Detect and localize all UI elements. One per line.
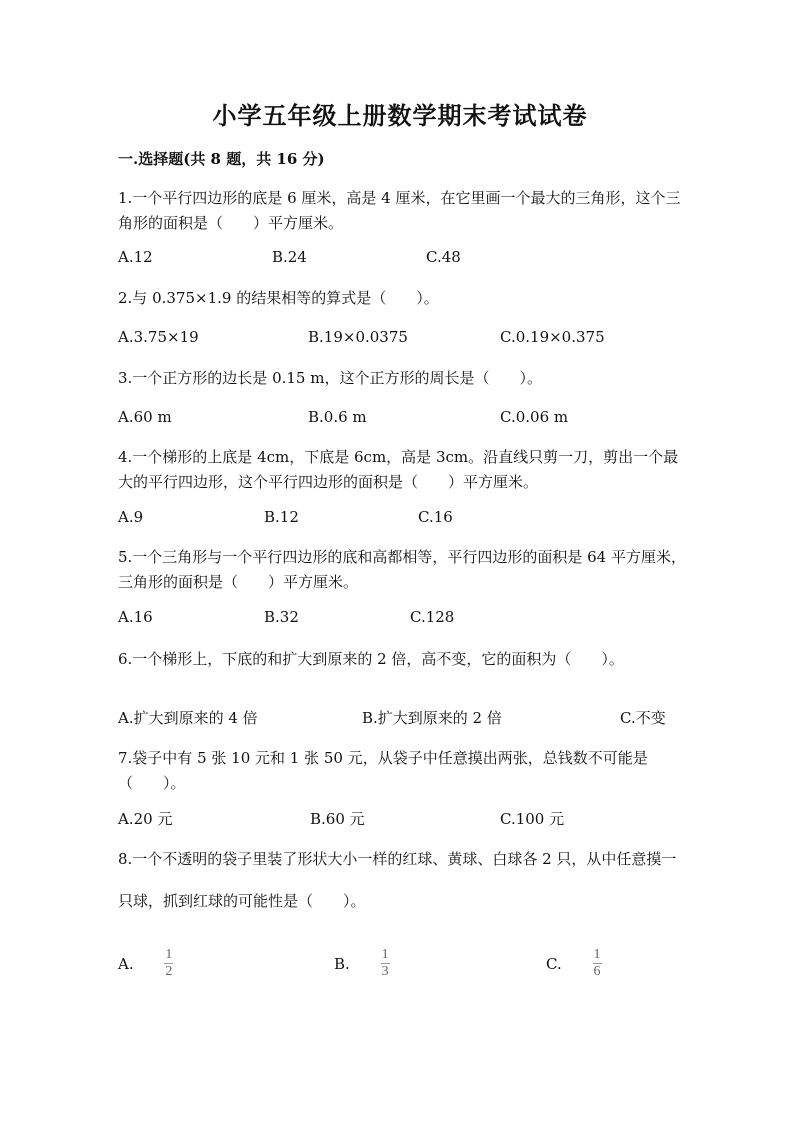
question-6: 6.一个梯形上，下底的和扩大到原来的 2 倍，高不变，它的面积为（ ）。 — [118, 650, 624, 668]
q1-option-b: B.24 — [272, 248, 307, 266]
q8-option-b — [334, 948, 390, 979]
q3-option-b: B.0.6 m — [308, 408, 367, 426]
fraction-one-sixth: $\frac{1}{6}$ — [593, 947, 601, 979]
q8-option-a — [118, 948, 173, 979]
page-title: 小学五年级上册数学期末考试试卷 — [212, 101, 588, 130]
q3-option-c: C.0.06 m — [500, 408, 569, 426]
q8-option-c-label: C. — [546, 954, 562, 973]
q4-option-b: B.12 — [264, 508, 299, 526]
q2-option-b: B.19×0.0375 — [308, 328, 408, 346]
fraction-one-half: $\frac{1}{2}$ — [165, 947, 173, 979]
question-8: 8.一个不透明的袋子里装了形状大小一样的红球、黄球、白球各 2 只，从中任意摸一只球，抓到红球的可能性是（ ）。 — [118, 850, 677, 910]
q6-option-b: B.扩大到原来的 2 倍 — [362, 709, 502, 727]
question-3: 3.一个正方形的边长是 0.15 m，这个正方形的周长是（ ）。 — [118, 369, 542, 387]
q7-option-b: B.60 元 — [310, 810, 365, 828]
q4-option-c: C.16 — [418, 508, 453, 526]
question-1: 1.一个平行四边形的底是 6 厘米，高是 4 厘米，在它里画一个最大的三角形，这个三角形的面积是（ ）平方厘米。 — [118, 189, 681, 232]
question-7: 7.袋子中有 5 张 10 元和 1 张 50 元，从袋子中任意摸出两张，总钱数不可能是（ ）。 — [118, 749, 648, 792]
q4-option-a: A.9 — [118, 508, 144, 526]
q3-option-a: A.60 m — [118, 408, 172, 426]
question-5: 5.一个三角形与一个平行四边形的底和高都相等，平行四边形的面积是 64 平方厘米，三角形的面积是（ ）平方厘米。 — [118, 548, 686, 591]
q8-option-c — [546, 948, 602, 979]
q8-option-a-label: A. — [118, 954, 134, 973]
q7-option-a: A.20 元 — [118, 810, 173, 828]
q8-option-b-label: B. — [334, 954, 350, 973]
q1-option-a: A.12 — [118, 248, 153, 266]
question-4: 4.一个梯形的上底是 4cm，下底是 6cm，高是 3cm。沿直线只剪一刀，剪出一个最大的平行四边形，这个平行四边形的面积是（ ）平方厘米。 — [118, 448, 679, 491]
q5-option-b: B.32 — [264, 608, 299, 626]
q2-option-a: A.3.75×19 — [118, 328, 199, 346]
q6-option-c: C.不变 — [620, 709, 666, 727]
question-2: 2.与 0.375×1.9 的结果相等的算式是（ ）。 — [118, 289, 439, 307]
q5-option-c: C.128 — [410, 608, 455, 626]
fraction-one-third: $\frac{1}{3}$ — [381, 947, 389, 979]
q7-option-c: C.100 元 — [500, 810, 565, 828]
q6-option-a: A.扩大到原来的 4 倍 — [118, 709, 258, 727]
q2-option-c: C.0.19×0.375 — [500, 328, 605, 346]
section-heading: 一.选择题(共 8 题，共 16 分) — [118, 150, 325, 168]
q5-option-a: A.16 — [118, 608, 153, 626]
q1-option-c: C.48 — [426, 248, 461, 266]
